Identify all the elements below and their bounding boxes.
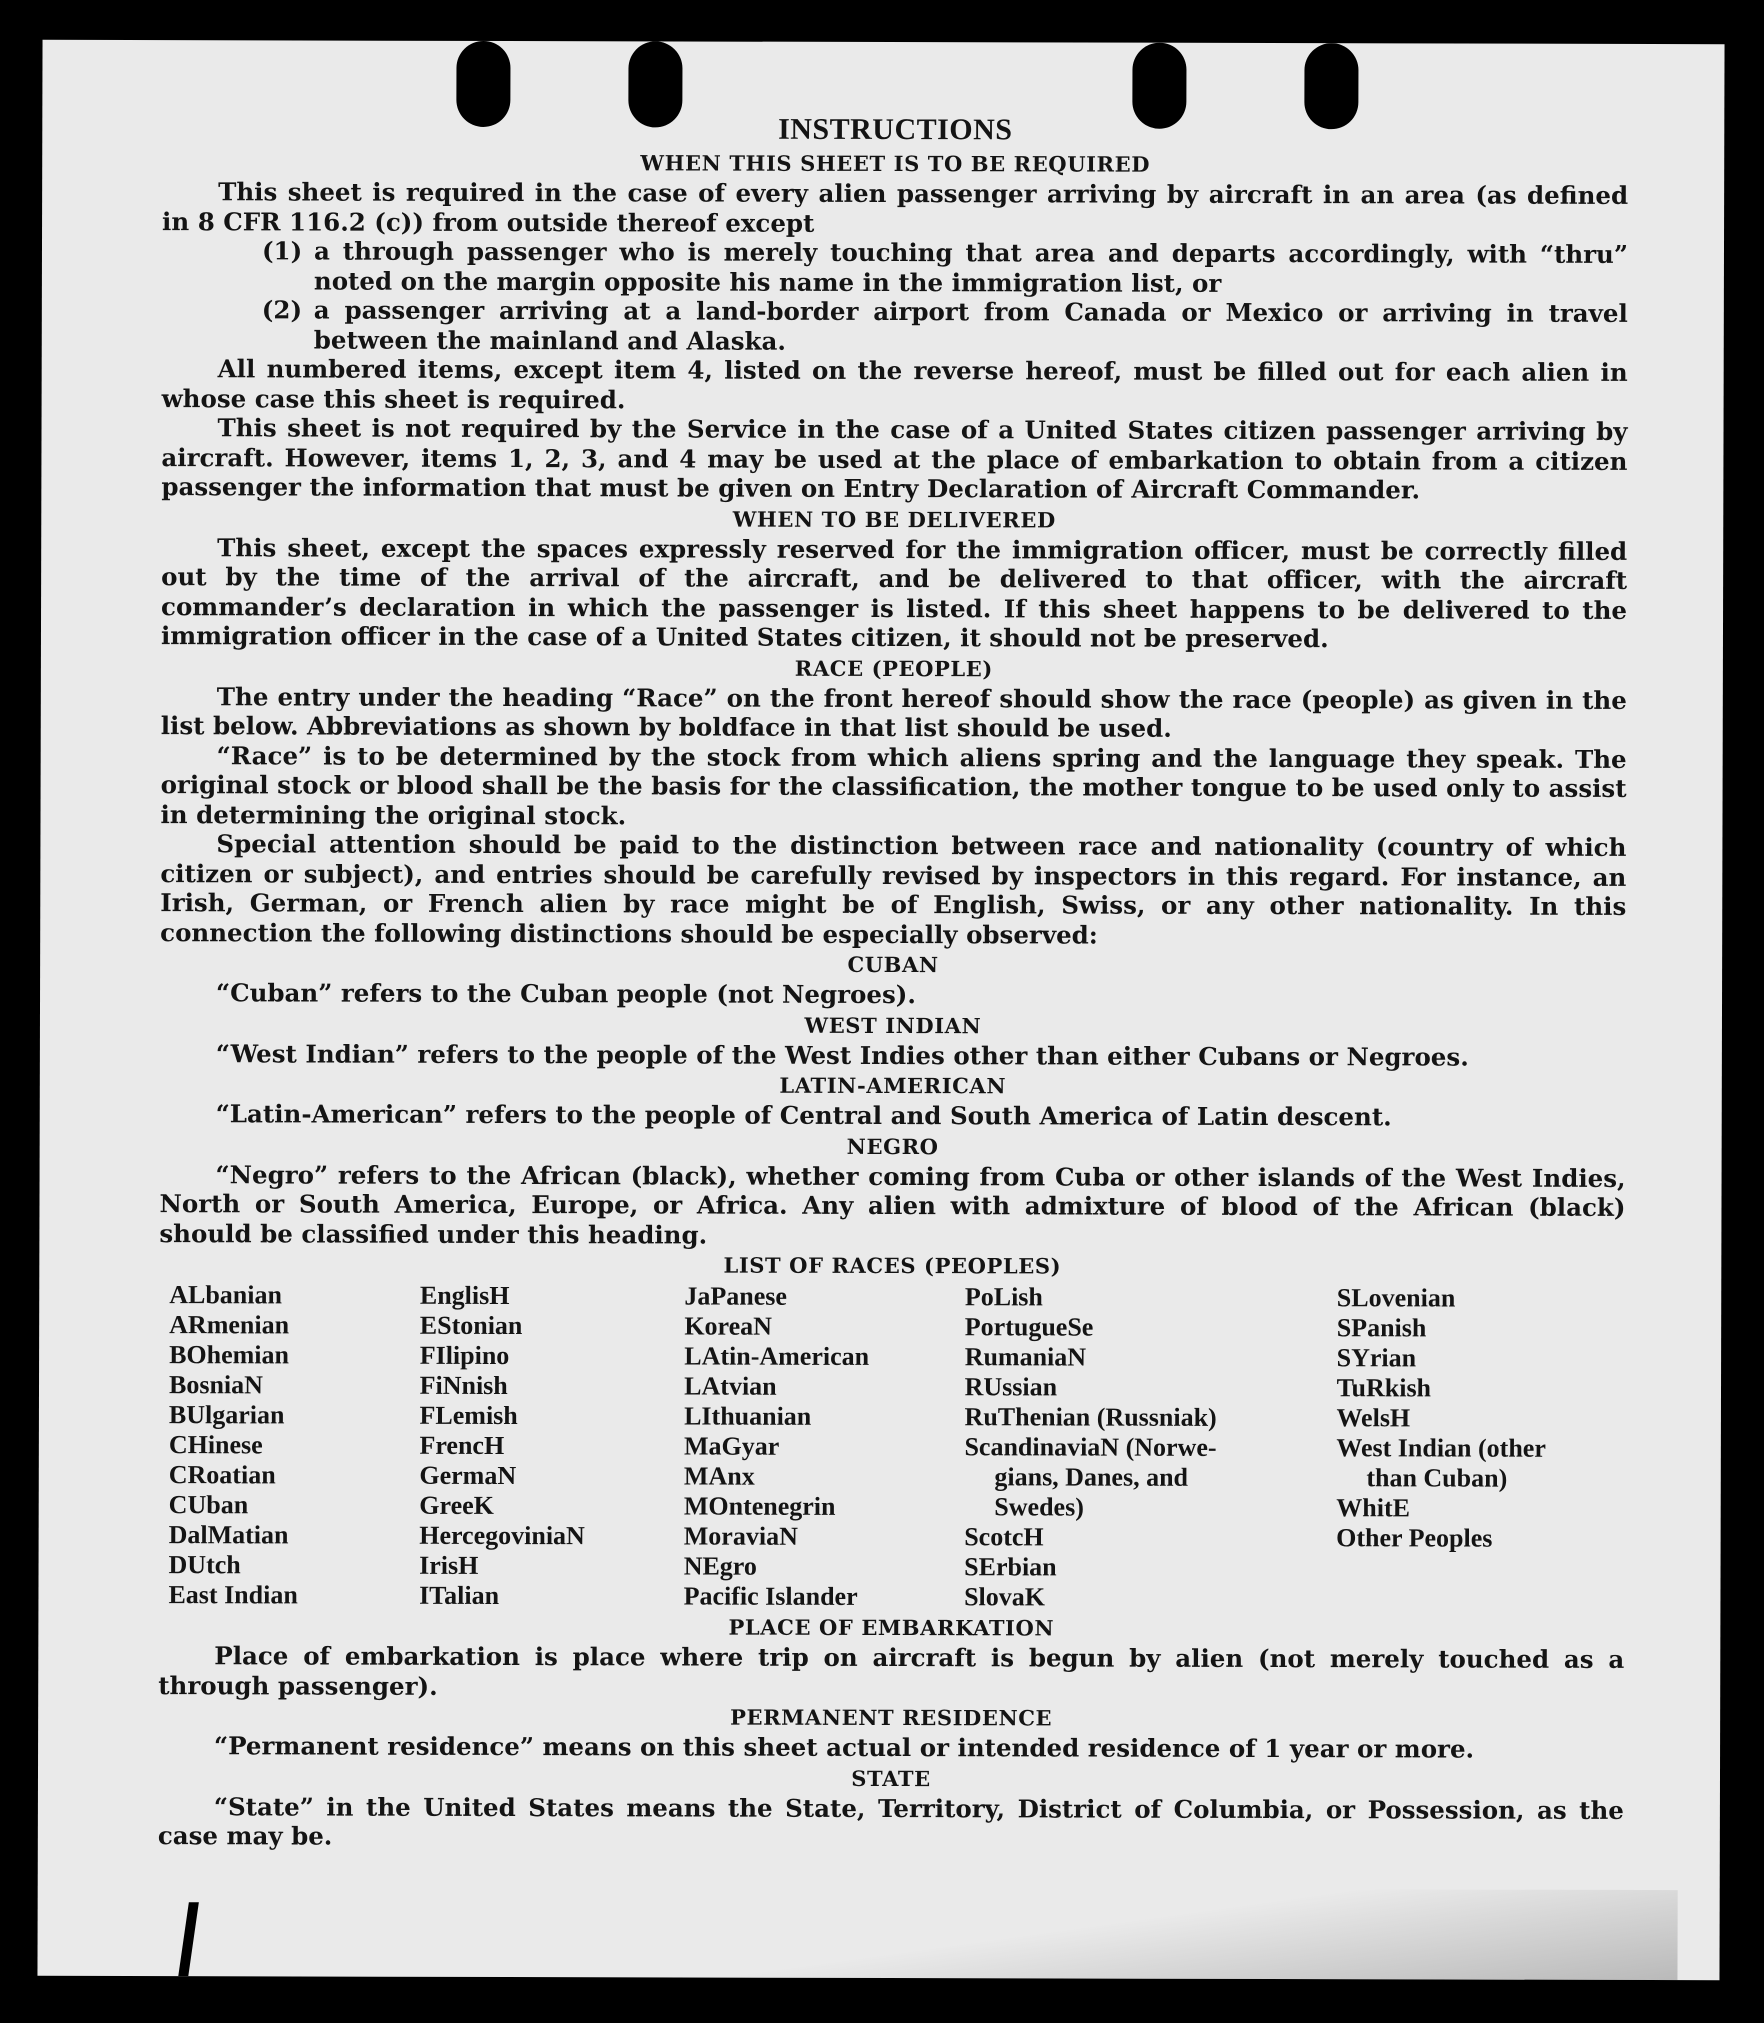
race-entry: FiNnish	[419, 1370, 508, 1401]
exception-item-2	[262, 295, 1628, 358]
race-entry: GreeK	[419, 1490, 494, 1520]
heading-negro: NEGRO	[846, 1133, 939, 1159]
heading-state: STATE	[851, 1765, 931, 1791]
race-entry: DalMatian	[168, 1520, 289, 1550]
race-entry: FrencH	[419, 1430, 505, 1461]
races-column-3	[684, 1281, 965, 1612]
paper-stain	[177, 1886, 1677, 1980]
item-number: (2)	[261, 295, 303, 325]
races-column-2	[419, 1281, 684, 1612]
race-entry: Swedes)	[994, 1492, 1084, 1522]
race-entry: ARmenian	[169, 1310, 290, 1340]
paragraph-permanent-residence: “Permanent residence” means on this sheet actual or intended residence of 1 year or more.	[214, 1731, 1475, 1764]
race-entry: FLemish	[419, 1400, 518, 1431]
heading-when-required: WHEN THIS SHEET IS TO BE REQUIRED	[640, 150, 1151, 177]
race-entry: BosniaN	[168, 1370, 263, 1400]
race-entry: than Cuban)	[1366, 1463, 1508, 1493]
race-entry: SErbian	[964, 1552, 1057, 1582]
race-entry: KoreaN	[684, 1311, 773, 1341]
race-entry: LAtin-American	[684, 1341, 870, 1371]
race-entry: MaGyar	[683, 1431, 780, 1461]
race-entry: Other Peoples	[1336, 1523, 1493, 1553]
paragraph-west-indian: “West Indian” refers to the people of the West Indies other than either Cubans or Negroes.	[215, 1038, 1469, 1072]
race-entry: East Indian	[168, 1580, 298, 1610]
paragraph-race-nationality: Special attention should be paid to the distinction between race and nationality (country of which citizen or subject), and entries should be carefully revised by inspectors in this regard. For instance, an Irish, German, or French alien by race might be of English, Swiss, or any other nationality. In this connection the following distinctions should be especially observed:	[160, 829, 1627, 950]
race-entry: SlovaK	[964, 1582, 1046, 1612]
race-entry: MoraviaN	[683, 1521, 798, 1551]
race-entry: WelsH	[1336, 1403, 1411, 1433]
heading-permanent-residence: PERMANENT RESIDENCE	[730, 1704, 1053, 1731]
race-entry: LIthuanian	[684, 1401, 812, 1431]
race-entry: gians, Danes, and	[994, 1462, 1189, 1492]
paragraph-negro: “Negro” refers to the African (black), whether coming from Cuba or other islands of the West Indies, North or South America, Europe, or Africa. Any alien with admixture of blood of the African (black) should be classified under this heading.	[159, 1159, 1626, 1250]
heading-when-delivered: WHEN TO BE DELIVERED	[732, 506, 1056, 532]
race-entry: GermaN	[419, 1460, 517, 1491]
race-entry: CUban	[168, 1490, 249, 1520]
race-entry: SYrian	[1336, 1343, 1417, 1373]
paragraph-state: “State” in the United States means the State, Territory, District of Columbia, or Possession, as the case may be.	[157, 1791, 1624, 1851]
race-entry: LAtvian	[684, 1371, 777, 1401]
race-entry: SLovenian	[1336, 1283, 1456, 1313]
heading-latin-american: LATIN-AMERICAN	[779, 1072, 1007, 1099]
instructions-body	[158, 110, 1629, 1854]
race-entry: RuThenian (Russniak)	[964, 1402, 1217, 1432]
race-entry: EnglisH	[419, 1280, 510, 1311]
race-entry: PortugueSe	[964, 1312, 1094, 1342]
race-entry: DUtch	[168, 1550, 241, 1580]
paragraph-race-stock: “Race” is to be determined by the stock from which aliens spring and the language they speak. The original stock or blood shall be the basis for the classification, the mother tongue to be used only to assist in determining the original stock.	[160, 740, 1627, 830]
race-entry: ALbanian	[169, 1280, 283, 1310]
race-entry: RumaniaN	[964, 1342, 1087, 1372]
race-entry: Pacific Islander	[683, 1581, 858, 1611]
item-number: (1)	[261, 236, 303, 266]
heading-west-indian: WEST INDIAN	[804, 1012, 982, 1038]
race-entry: EStonian	[419, 1310, 523, 1341]
race-entry: BUlgarian	[168, 1400, 285, 1430]
heading-embarkation: PLACE OF EMBARKATION	[728, 1614, 1055, 1641]
race-entry: PoLish	[964, 1282, 1043, 1312]
race-entry: CHinese	[168, 1430, 263, 1460]
race-entry: MAnx	[683, 1461, 755, 1491]
race-entry: BOhemian	[169, 1340, 290, 1370]
race-entry: WhitE	[1336, 1493, 1411, 1523]
race-entry: FIlipino	[419, 1340, 510, 1371]
paragraph-embarkation: Place of embarkation is place where trip on aircraft is begun by alien (not merely touched as a through passenger).	[158, 1641, 1625, 1701]
races-list	[168, 1280, 1625, 1614]
page-title: INSTRUCTIONS	[778, 112, 1013, 147]
race-entry: HercegoviniaN	[419, 1520, 585, 1551]
race-entry: IrisH	[419, 1550, 479, 1580]
race-entry: CRoatian	[168, 1460, 276, 1490]
races-column-5	[1336, 1283, 1625, 1614]
race-entry: ScotcH	[964, 1522, 1044, 1552]
heading-list-of-races: LIST OF RACES (PEOPLES)	[723, 1252, 1062, 1279]
item-text: a through passenger who is merely touching that area and departs accordingly, with “thru” noted on the margin opposite his name in the immigration list, or	[313, 236, 1629, 298]
race-entry: ScandinaviaN (Norwe-	[964, 1432, 1217, 1462]
paragraph-race-entry: The entry under the heading “Race” on the front hereof should show the race (people) as given in the list below. Abbreviations as shown by boldface in that list should be used.	[160, 681, 1627, 743]
paragraph-cuban: “Cuban” refers to the Cuban people (not Negroes).	[216, 978, 916, 1010]
document-page	[37, 40, 1724, 1980]
paragraph-latin-american: “Latin-American” refers to the people of Central and South America of Latin descent.	[215, 1099, 1392, 1132]
heading-cuban: CUBAN	[847, 951, 939, 978]
item-text: a passenger arriving at a land-border airport from Canada or Mexico or arriving in travel between the mainland and Alaska.	[313, 295, 1628, 356]
race-entry: NEgro	[683, 1551, 757, 1581]
heading-race: RACE (PEOPLE)	[794, 655, 993, 681]
paragraph-numbered-items: All numbered items, except item 4, listed on the reverse hereof, must be filled out for each alien in whose case this sheet is required.	[161, 354, 1628, 414]
race-entry: JaPanese	[684, 1281, 788, 1311]
race-entry: RUssian	[964, 1372, 1058, 1402]
exception-item-1	[262, 236, 1628, 299]
race-entry: MOntenegrin	[683, 1491, 836, 1521]
paragraph-delivery: This sheet, except the spaces expressly reserved for the immigration officer, must be correctly filled out by the time of the arrival of the aircraft, and be delivered to that officer, with the aircraft commander’s declaration in which the passenger is listed. If this sheet happens to be delivered to the immigration officer in the case of a United States citizen, it should not be preserved.	[160, 532, 1628, 654]
paragraph-citizen: This sheet is not required by the Service in the case of a United States citizen passenger arriving by aircraft. However, items 1, 2, 3, and 4 may be used at the place of embarkation to obtain from a citizen passenger the information that must be given on Entry Declaration of Aircraft Commander.	[161, 413, 1628, 505]
races-column-4	[964, 1282, 1337, 1613]
race-entry: SPanish	[1336, 1313, 1427, 1343]
paragraph-required: This sheet is required in the case of every alien passenger arriving by aircraft in an area (as defined in 8 CFR 116.2 (c)) from outside thereof except	[162, 177, 1629, 238]
race-entry: ITalian	[419, 1580, 500, 1611]
races-column-1	[168, 1280, 419, 1611]
race-entry: West Indian (other	[1336, 1433, 1546, 1463]
race-entry: TuRkish	[1336, 1373, 1432, 1403]
